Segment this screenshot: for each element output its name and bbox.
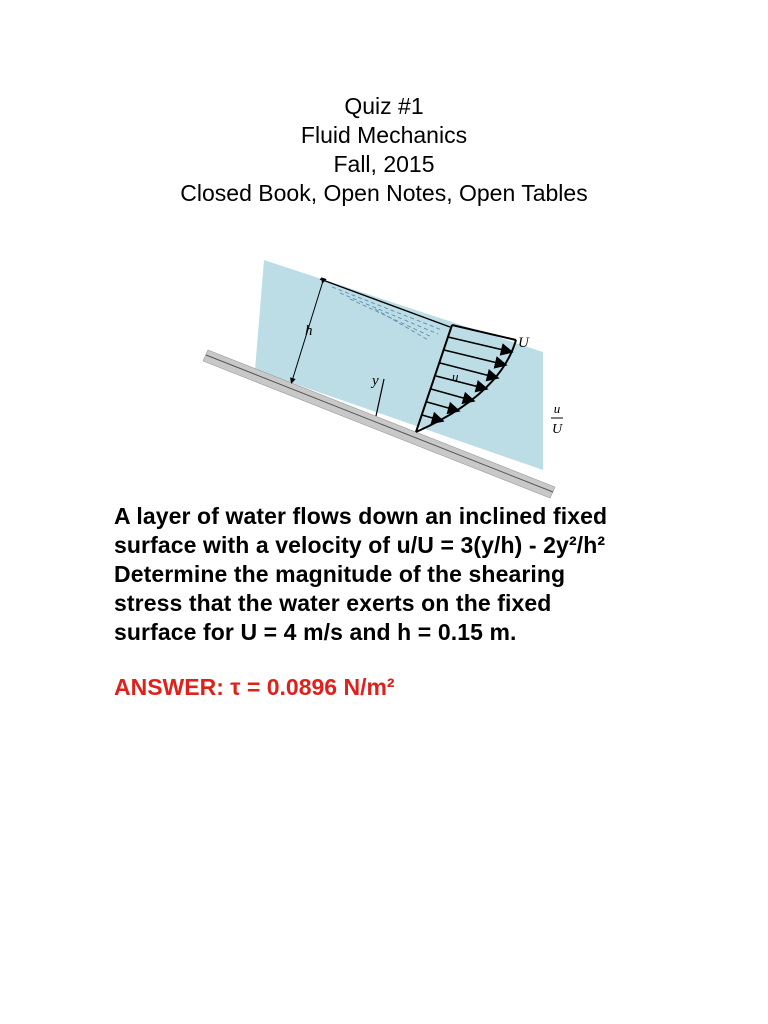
max-velocity-label-U: U [518,335,529,351]
problem-statement [114,502,674,647]
problem-line: stress that the water exerts on the fixed [114,590,552,616]
y-coordinate-label: y [372,373,379,389]
quiz-header [0,92,768,208]
inclined-flow-diagram [200,255,570,500]
term: Fall, 2015 [333,151,435,177]
ratio-denominator: U [551,422,563,437]
problem-line: surface for U = 4 m/s and h = 0.15 m. [114,619,517,645]
ratio-numerator: u [553,401,561,416]
local-velocity-label-u: u [452,369,459,384]
problem-line: A layer of water flows down an inclined fixed [114,503,608,529]
quiz-title: Quiz #1 [344,93,424,119]
course-name: Fluid Mechanics [300,122,468,148]
exam-rules: Closed Book, Open Notes, Open Tables [180,180,588,206]
depth-label-h: h [305,323,313,339]
answer-text: ANSWER: τ = 0.0896 N/m² [114,674,395,700]
problem-line: surface with a velocity of u/U = 3(y/h) - 2y²/h² [114,532,606,558]
problem-line: Determine the magnitude of the shearing [114,561,566,587]
